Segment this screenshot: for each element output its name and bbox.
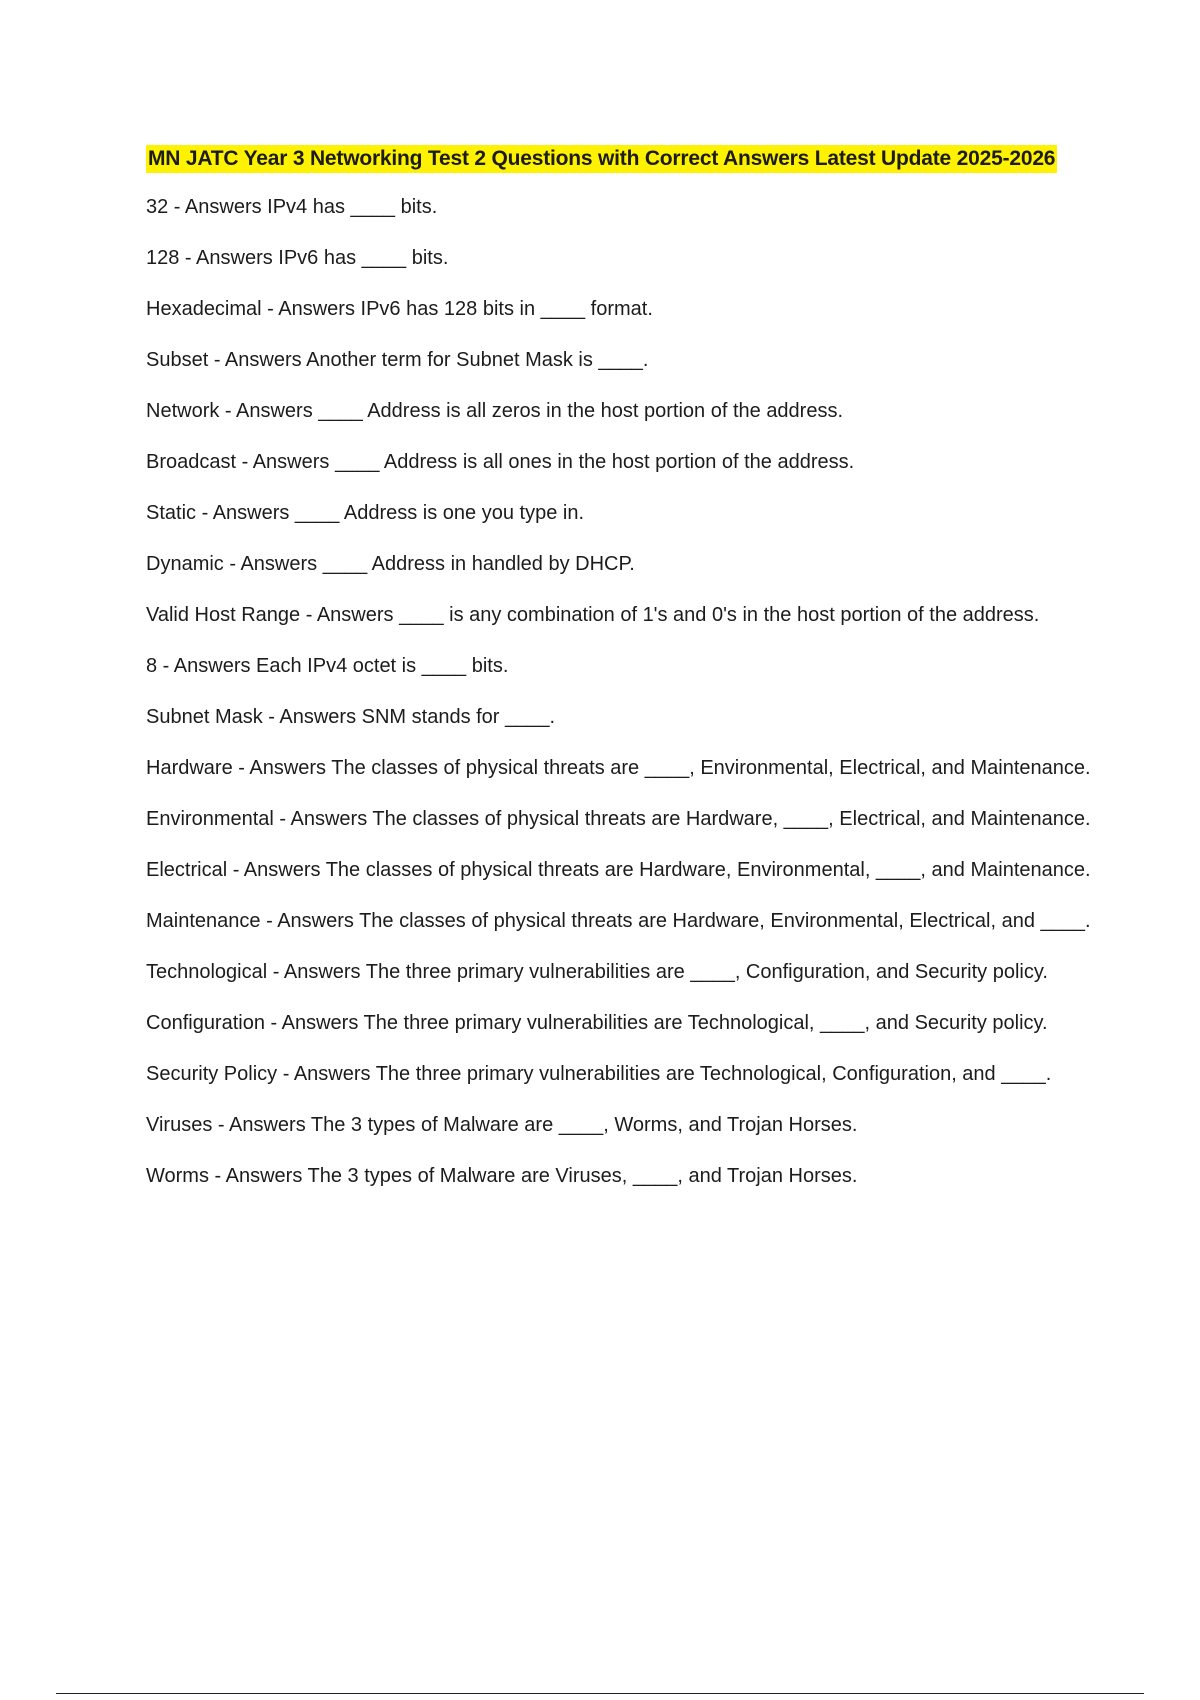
qa-list	[146, 192, 1096, 1212]
qa-item: Broadcast - Answers ____ Address is all ones in the host portion of the address.	[146, 451, 855, 473]
qa-item: Dynamic - Answers ____ Address in handled by DHCP.	[146, 553, 635, 575]
qa-item: Viruses - Answers The 3 types of Malware are ____, Worms, and Trojan Horses.	[146, 1114, 858, 1136]
qa-item: Electrical - Answers The classes of physical threats are Hardware, Environmental, ____, and Maintenance.	[146, 859, 1091, 881]
qa-item: Hardware - Answers The classes of physical threats are ____, Environmental, Electrical, and Maintenance.	[146, 757, 1091, 779]
document-title	[146, 144, 1057, 174]
qa-item: Worms - Answers The 3 types of Malware are Viruses, ____, and Trojan Horses.	[146, 1165, 858, 1187]
qa-item: 128 - Answers IPv6 has ____ bits.	[146, 247, 449, 269]
qa-item: Environmental - Answers The classes of physical threats are Hardware, ____, Electrical, and Maintenance.	[146, 808, 1091, 830]
qa-item: 32 - Answers IPv4 has ____ bits.	[146, 196, 438, 218]
footer-rule	[56, 1693, 1144, 1694]
qa-item: 8 - Answers Each IPv4 octet is ____ bits.	[146, 655, 509, 677]
qa-item: Configuration - Answers The three primary vulnerabilities are Technological, ____, and Security policy.	[146, 1012, 1048, 1034]
qa-item: Valid Host Range - Answers ____ is any combination of 1's and 0's in the host portion of the address.	[146, 604, 1040, 626]
qa-item: Static - Answers ____ Address is one you type in.	[146, 502, 585, 524]
qa-item: Subnet Mask - Answers SNM stands for ____.	[146, 706, 556, 728]
qa-item: Hexadecimal - Answers IPv6 has 128 bits in ____ format.	[146, 298, 653, 320]
qa-item: Technological - Answers The three primary vulnerabilities are ____, Configuration, and Security policy.	[146, 961, 1048, 983]
title-highlight: MN JATC Year 3 Networking Test 2 Questions with Correct Answers Latest Update 2025-2026	[146, 145, 1057, 173]
qa-item: Subset - Answers Another term for Subnet Mask is ____.	[146, 349, 649, 371]
qa-item: Security Policy - Answers The three primary vulnerabilities are Technological, Configuration, and ____.	[146, 1063, 1052, 1085]
qa-item: Network - Answers ____ Address is all zeros in the host portion of the address.	[146, 400, 844, 422]
qa-item: Maintenance - Answers The classes of physical threats are Hardware, Environmental, Electrical, and ____.	[146, 910, 1091, 932]
